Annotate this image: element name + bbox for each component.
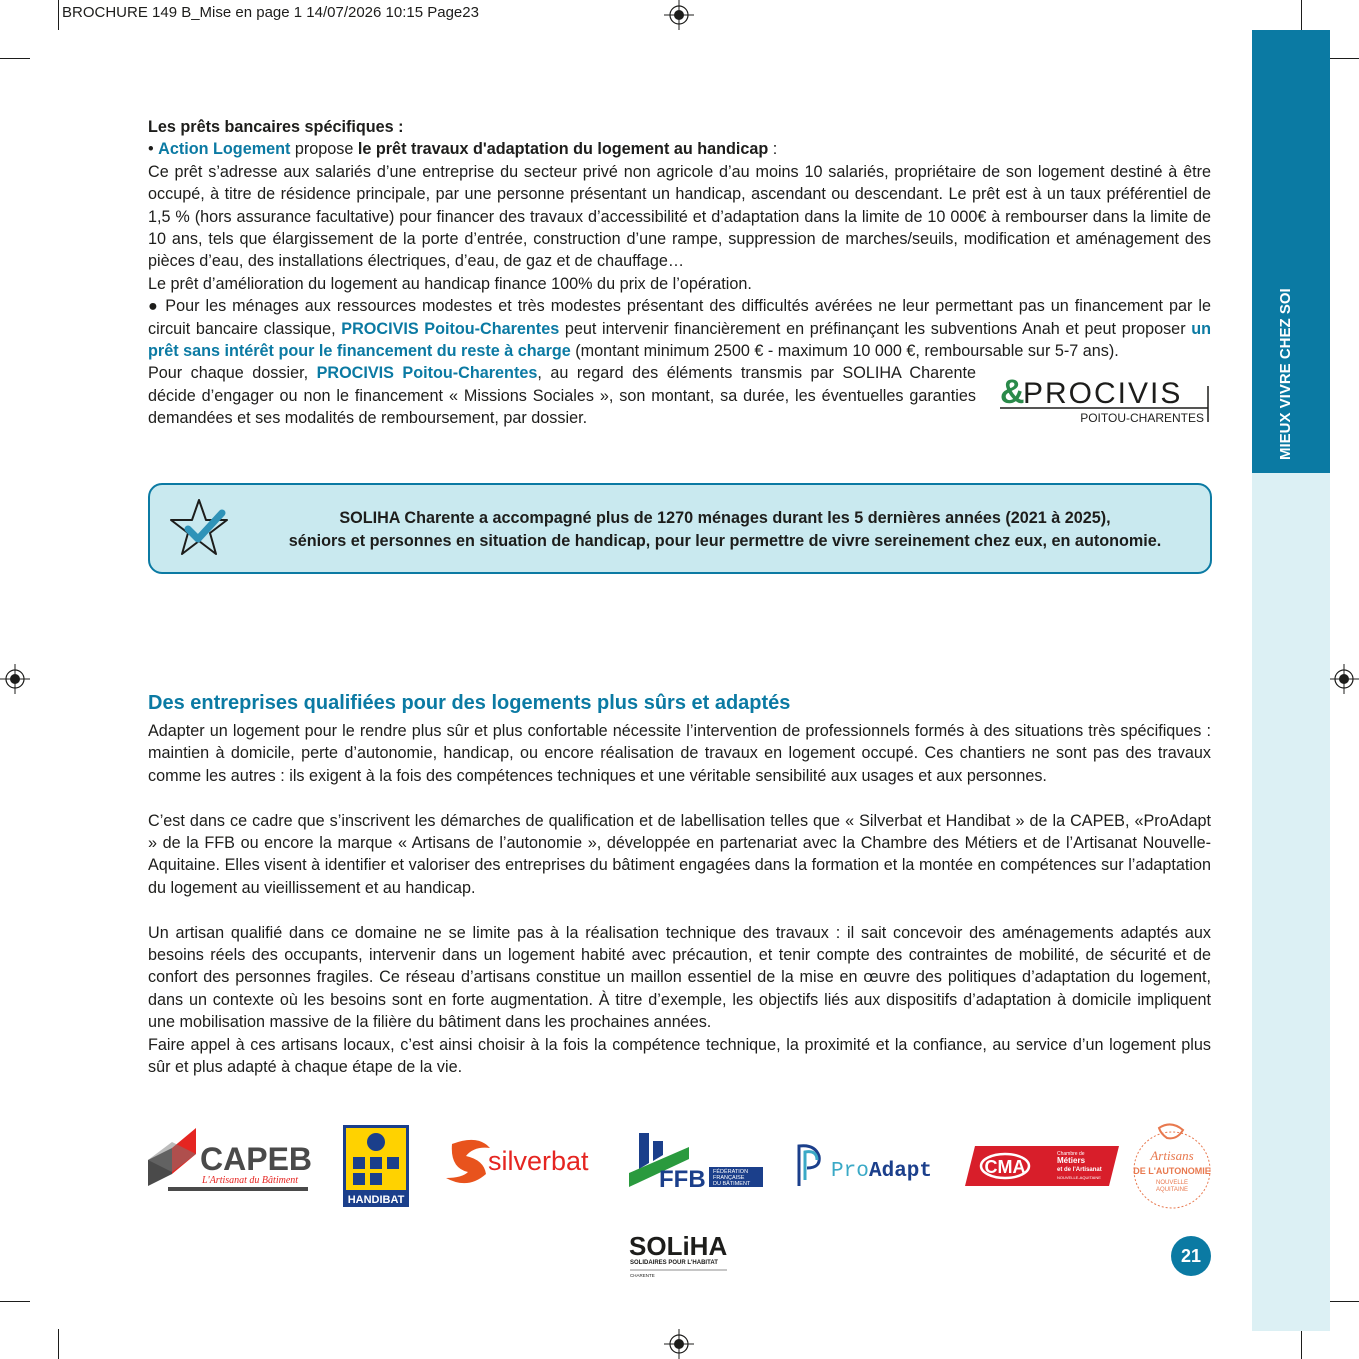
highlight-line-2: séniors et personnes en situation de handicap, pour leur permettre de vivre sereinement chez eux, en autonomie. bbox=[288, 531, 1162, 550]
crop-mark bbox=[1301, 1329, 1302, 1359]
ffb-name: FFB bbox=[659, 1166, 706, 1189]
soliha-sub: SOLIDAIRES POUR L'HABITAT bbox=[630, 1260, 718, 1266]
action-verb: propose bbox=[294, 140, 354, 159]
dossier-text-2: , au regard des éléments transmis par SOLIHA Charente décide d’engager ou non le financement « Missions Sociales », son montant, sa durée, les éventuelles garanties demandées et ses modalités de remboursement, par dossier. bbox=[148, 364, 976, 428]
cma-sub-1: Chambre de bbox=[1057, 1151, 1085, 1157]
ffb-sub-1: FÉDÉRATION bbox=[713, 1169, 749, 1175]
artisans-line-2: DE L'AUTONOMIE bbox=[1133, 1166, 1211, 1176]
procivis-paragraph bbox=[148, 295, 1211, 362]
artisans-autonomie-logo bbox=[1131, 1120, 1213, 1212]
loans-heading: Les prêts bancaires spécifiques : bbox=[148, 118, 404, 136]
soliha-region: CHARENTE bbox=[630, 1273, 655, 1278]
registration-mark-icon bbox=[0, 664, 30, 694]
procivis-loan: un prêt sans intérêt pour le financement du reste à charge bbox=[148, 319, 1212, 361]
procivis-name: PROCIVIS Poitou-Charentes bbox=[341, 319, 560, 338]
ffb-sub-3: DU BÂTIMENT bbox=[713, 1181, 751, 1187]
section-paragraph-1: Adapter un logement pour le rendre plus sûr et plus confortable nécessite l’intervention de professionnels formés à des situations très spécifiques : maintien à domicile, perte d’autonomie, handicap, ou encore réalisation de travaux en logement occupé. Ces chantiers ne sont pas des travaux comme les autres : ils exigent à la fois des compétences techniques et une véritable sensibilité aux usages et aux personnes. bbox=[148, 722, 1211, 785]
bullet: • bbox=[148, 140, 154, 159]
procivis-ampersand: & bbox=[1000, 373, 1025, 411]
cma-logo bbox=[965, 1146, 1119, 1186]
section-paragraph-3: Un artisan qualifié dans ce domaine ne se limite pas à la réalisation technique des travaux : il sait concevoir des aménagements adaptés aux besoins réels des occupants, intervenir dans un logement habité avec précaution, et tenir compte des contraintes de mobilité, de sécurité et de confort des personnes fragiles. Ce réseau d’artisans constitue un maillon essentiel de la mise en œuvre des politiques d’adaptation du logement, dans un contexte où les besoins sont en forte augmentation. À titre d’exemple, les objectifs liés aux dispositifs d’adaptation à domicile impliquent une mobilisation massive de la filière du bâtiment dans les prochaines années. bbox=[148, 923, 1211, 1032]
handibat-logo bbox=[343, 1125, 409, 1207]
printer-slug: BROCHURE 149 B_Mise en page 1 14/07/2026 10:15 Page23 bbox=[62, 4, 479, 21]
page-number-badge: 21 bbox=[1171, 1236, 1211, 1276]
action-logement-name: Action Logement bbox=[158, 140, 291, 159]
procivis-text-1: ● Pour les ménages aux ressources modestes et très modestes présentant des difficultés avérées ne leur permettant pas un financement par le circuit bancaire classique, bbox=[148, 297, 1211, 338]
silverbat-name: silverbat bbox=[488, 1146, 589, 1176]
cma-name: CMA bbox=[984, 1157, 1026, 1177]
improvement-loan-text: Le prêt d’amélioration du logement au handicap finance 100% du prix de l’opération. bbox=[148, 274, 752, 293]
highlight-box bbox=[148, 483, 1212, 574]
proadapt-name-a: Pro bbox=[831, 1160, 869, 1183]
crop-mark bbox=[0, 58, 30, 59]
crop-mark bbox=[58, 1329, 59, 1359]
ffb-sub-2: FRANÇAISE bbox=[713, 1175, 745, 1181]
crop-mark bbox=[1329, 1301, 1359, 1302]
highlight-message bbox=[260, 507, 1190, 552]
crop-mark bbox=[0, 1301, 30, 1302]
crop-mark bbox=[1301, 0, 1302, 30]
star-check-icon bbox=[168, 497, 230, 559]
silverbat-logo bbox=[444, 1134, 599, 1190]
cma-sub-3: et de l'Artisanat bbox=[1057, 1167, 1102, 1173]
procivis-logo bbox=[998, 372, 1212, 428]
procivis-logo-sub: POITOU-CHARENTES bbox=[1080, 411, 1204, 425]
action-colon: : bbox=[772, 140, 778, 159]
artisans-line-3: NOUVELLE bbox=[1155, 1180, 1189, 1186]
crop-mark bbox=[58, 0, 59, 30]
sidebar-label: MIEUX VIVRE CHEZ SOI bbox=[1277, 288, 1294, 460]
capeb-name: CAPEB bbox=[200, 1141, 313, 1177]
proadapt-name-b: Adapt bbox=[869, 1160, 933, 1183]
dossier-paragraph bbox=[148, 362, 976, 429]
section-paragraph-4: Faire appel à ces artisans locaux, c’est ainsi choisir à la fois la compétence technique, la proximité et la confiance, au service d’un logement plus sûr et plus adapté à chaque étape de la vie. bbox=[148, 1035, 1211, 1077]
capeb-tagline: L'Artisanat du Bâtiment bbox=[202, 1175, 299, 1186]
ffb-logo bbox=[629, 1133, 765, 1189]
section-body bbox=[148, 720, 1211, 1078]
registration-mark-icon bbox=[664, 1329, 694, 1359]
procivis-text-3: (montant minimum 2500 € - maximum 10 000 €, remboursable sur 5-7 ans). bbox=[575, 342, 1119, 361]
procivis-text-2: peut intervenir financièrement en préfinançant les subventions Anah et peut proposer bbox=[564, 319, 1186, 338]
crop-mark bbox=[1329, 58, 1359, 59]
registration-mark-icon bbox=[664, 0, 694, 30]
cma-sub-2: Métiers bbox=[1057, 1156, 1086, 1165]
capeb-logo bbox=[148, 1124, 313, 1196]
handibat-name: HANDIBAT bbox=[347, 1194, 405, 1206]
soliha-logo bbox=[629, 1232, 729, 1280]
action-product: le prêt travaux d'adaptation du logement au handicap bbox=[357, 140, 769, 159]
registration-mark-icon bbox=[1329, 664, 1359, 694]
action-logement-intro bbox=[148, 138, 1211, 160]
cma-sub-4: NOUVELLE-AQUITAINE bbox=[1057, 1175, 1101, 1180]
artisans-line-1: Artisans bbox=[1150, 1148, 1194, 1163]
dossier-procivis-name: PROCIVIS Poitou-Charentes bbox=[316, 364, 538, 383]
section-paragraph-2: C’est dans ce cadre que s’inscrivent les démarches de qualification et de labellisation telles que « Silverbat et Handibat » de la CAPEB, «ProAdapt » de la FFB ou encore la marque « Artisans de l’autonomie », développée en partenariat avec la Chambre des Métiers et de l’Artisanat Nouvelle-Aquitaine. Elles visent à identifier et valoriser des entreprises du bâtiment engagées dans la formation et la montée en compétences sur l’adaptation du logement au vieillissement et au handicap. bbox=[148, 811, 1211, 897]
artisans-line-4: AQUITAINE bbox=[1156, 1187, 1188, 1193]
highlight-line-1: SOLIHA Charente a accompagné plus de 1270 ménages durant les 5 dernières années (2021 à 2025), bbox=[339, 509, 1111, 527]
dossier-text-1: Pour chaque dossier, bbox=[148, 364, 309, 383]
proadapt-logo bbox=[795, 1140, 947, 1190]
action-logement-body: Ce prêt s’adresse aux salariés d’une entreprise du secteur privé non agricole d’au moins 10 salariés, propriétaire de son logement destiné à être occupé, à titre de résidence principale, par une personne présentant un handicap, ascendant ou descendant. Le prêt est à un taux préférentiel de 1,5 % (hors assurance facultative) pour financer des travaux d’accessibilité et d’adaptation dans la limite de 10 000€ à rembourser dans la limite de 10 ans, tels que élargissement de la porte d’entrée, construction d’une rampe, suppression de marches/seuils, modification et aménagement des pièces d’eau, des installations électriques, d’eau, de gaz et de chauffage… bbox=[148, 162, 1211, 271]
section-title: Des entreprises qualifiées pour des logements plus sûrs et adaptés bbox=[148, 692, 791, 714]
procivis-logo-name: PROCIVIS bbox=[1023, 377, 1183, 410]
soliha-name: SOLiHA bbox=[629, 1232, 728, 1261]
